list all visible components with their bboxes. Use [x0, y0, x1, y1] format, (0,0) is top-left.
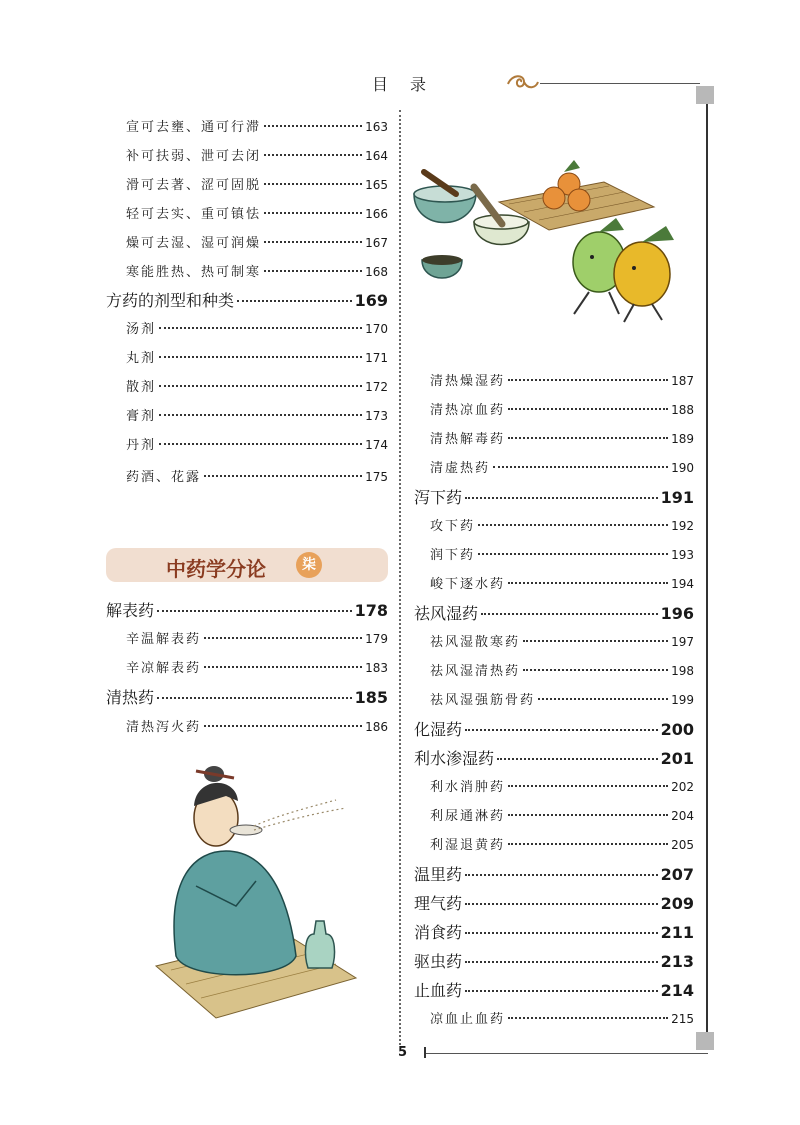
toc-section-entry[interactable]: [414, 891, 694, 914]
toc-entry-label: 温里药: [414, 865, 463, 884]
leader-dots: [465, 932, 658, 934]
toc-section-entry[interactable]: [414, 746, 694, 769]
toc-page-number: 192: [671, 519, 694, 533]
toc-page-number: 183: [365, 661, 388, 675]
leader-dots: [159, 385, 362, 387]
leader-dots: [264, 212, 362, 214]
toc-page-number: 196: [660, 604, 694, 623]
toc-entry-label: 祛风湿强筋骨药: [430, 693, 536, 708]
toc-entry[interactable]: [126, 145, 388, 164]
toc-entry-label: 清热药: [106, 688, 155, 707]
toc-entry[interactable]: [126, 174, 388, 193]
toc-page-number: 201: [660, 749, 694, 768]
toc-entry-label: 轻可去实、重可镇怯: [126, 207, 262, 222]
toc-entry-label: 祛风湿药: [414, 604, 479, 623]
toc-page-number: 213: [660, 952, 694, 971]
toc-entry-label: 膏剂: [126, 409, 157, 424]
leader-dots: [493, 466, 668, 468]
toc-page-number: 214: [660, 981, 694, 1000]
toc-page-number: 189: [671, 432, 694, 446]
toc-entry[interactable]: [126, 347, 388, 366]
corner-square-top: [696, 86, 714, 104]
toc-page-number: 164: [365, 149, 388, 163]
toc-page-number: 197: [671, 635, 694, 649]
toc-entry[interactable]: [126, 376, 388, 395]
toc-entry-label: 止血药: [414, 981, 463, 1000]
toc-entry-label: 凉血止血药: [430, 1012, 506, 1027]
toc-entry-label: 燥可去湿、湿可润燥: [126, 236, 262, 251]
leader-dots: [538, 698, 668, 700]
toc-page-number: 187: [671, 374, 694, 388]
toc-entry-label: 峻下逐水药: [430, 577, 506, 592]
toc-entry[interactable]: [430, 515, 694, 534]
toc-section-entry[interactable]: [414, 601, 694, 624]
toc-entry-label: 攻下药: [430, 519, 476, 534]
page-number: 5: [398, 1045, 408, 1060]
leader-dots: [465, 990, 658, 992]
toc-entry[interactable]: [430, 776, 694, 795]
toc-section-entry[interactable]: [414, 485, 694, 508]
toc-entry-label: 化湿药: [414, 720, 463, 739]
toc-section-entry[interactable]: [414, 949, 694, 972]
toc-entry-label: 利水消肿药: [430, 780, 506, 795]
toc-page-number: 193: [671, 548, 694, 562]
leader-dots: [264, 183, 362, 185]
toc-page-number: 165: [365, 178, 388, 192]
toc-section-entry[interactable]: [106, 288, 388, 311]
leader-dots: [264, 154, 362, 156]
right-margin-line: [706, 104, 708, 1032]
toc-entry-label: 利湿退黄药: [430, 838, 506, 853]
toc-entry[interactable]: [430, 631, 694, 650]
toc-page-number: 167: [365, 236, 388, 250]
leader-dots: [478, 524, 668, 526]
toc-page-number: 200: [660, 720, 694, 739]
leader-dots: [508, 379, 668, 381]
leader-dots: [237, 300, 352, 302]
toc-entry-label: 利尿通淋药: [430, 809, 506, 824]
toc-entry-label: 汤剂: [126, 322, 157, 337]
toc-section-entry[interactable]: [414, 717, 694, 740]
toc-entry[interactable]: [126, 318, 388, 337]
toc-entry[interactable]: [126, 657, 388, 676]
toc-entry[interactable]: [126, 232, 388, 251]
toc-entry[interactable]: [430, 544, 694, 563]
leader-dots: [204, 666, 362, 668]
toc-entry-label: 补可扶弱、泄可去闭: [126, 149, 262, 164]
toc-page-number: 175: [365, 470, 388, 484]
toc-page-number: 199: [671, 693, 694, 707]
toc-section-entry[interactable]: [106, 598, 388, 621]
toc-page-number: 209: [660, 894, 694, 913]
toc-entry[interactable]: [126, 628, 388, 647]
toc-entry[interactable]: [430, 370, 694, 389]
toc-entry[interactable]: [126, 203, 388, 222]
part-title: 中药学分论: [166, 557, 266, 581]
toc-entry-label: 丸剂: [126, 351, 157, 366]
leader-dots: [159, 414, 362, 416]
leader-dots: [497, 758, 658, 760]
toc-page-number: 215: [671, 1012, 694, 1026]
toc-entry-label: 利水渗湿药: [414, 749, 495, 768]
toc-entry-label: 方药的剂型和种类: [106, 291, 235, 310]
toc-page-number: 188: [671, 403, 694, 417]
toc-page-number: 173: [365, 409, 388, 423]
toc-page-number: 190: [671, 461, 694, 475]
toc-entry[interactable]: [430, 399, 694, 418]
toc-section-entry[interactable]: [414, 862, 694, 885]
leader-dots: [508, 843, 668, 845]
toc-entry-label: 润下药: [430, 548, 476, 563]
toc-entry-label: 清热燥湿药: [430, 374, 506, 389]
toc-entry[interactable]: [126, 116, 388, 135]
toc-entry[interactable]: [126, 434, 388, 453]
leader-dots: [159, 443, 362, 445]
leader-dots: [465, 903, 658, 905]
toc-entry[interactable]: [126, 716, 388, 735]
leader-dots: [157, 610, 352, 612]
leader-dots: [157, 697, 352, 699]
leader-dots: [204, 475, 362, 477]
toc-page-number: 179: [365, 632, 388, 646]
toc-entry-label: 辛凉解表药: [126, 661, 202, 676]
leader-dots: [508, 814, 668, 816]
toc-entry[interactable]: [430, 457, 694, 476]
toc-entry-label: 祛风湿散寒药: [430, 635, 521, 650]
leader-dots: [465, 961, 658, 963]
toc-page-number: 172: [365, 380, 388, 394]
toc-page-number: 171: [365, 351, 388, 365]
toc-page-number: 185: [354, 688, 388, 707]
toc-entry-label: 散剂: [126, 380, 157, 395]
scholar-drinking-illustration: [136, 756, 376, 1024]
toc-entry[interactable]: [126, 405, 388, 424]
toc-entry-label: 清虚热药: [430, 461, 491, 476]
toc-entry-label: 理气药: [414, 894, 463, 913]
toc-entry-label: 寒能胜热、热可制寒: [126, 265, 262, 280]
toc-page-number: 198: [671, 664, 694, 678]
toc-entry-label: 解表药: [106, 601, 155, 620]
toc-page-number: 202: [671, 780, 694, 794]
leader-dots: [523, 669, 668, 671]
toc-entry[interactable]: [430, 689, 694, 708]
toc-page-number: 163: [365, 120, 388, 134]
toc-entry[interactable]: [430, 1008, 694, 1027]
leader-dots: [508, 582, 668, 584]
toc-page-number: 170: [365, 322, 388, 336]
toc-entry[interactable]: [430, 805, 694, 824]
leader-dots: [159, 327, 362, 329]
toc-entry[interactable]: [430, 660, 694, 679]
toc-page-number: 211: [660, 923, 694, 942]
corner-square-bottom: [696, 1032, 714, 1050]
toc-page-number: 166: [365, 207, 388, 221]
toc-entry-label: 滑可去著、涩可固脱: [126, 178, 262, 193]
herbal-medicine-illustration: [404, 142, 694, 332]
toc-page-number: 186: [365, 720, 388, 734]
toc-page-number: 178: [354, 601, 388, 620]
toc-page-number: 174: [365, 438, 388, 452]
toc-page-number: 194: [671, 577, 694, 591]
toc-entry-label: 丹剂: [126, 438, 157, 453]
leader-dots: [204, 637, 362, 639]
leader-dots: [264, 241, 362, 243]
toc-entry[interactable]: [430, 834, 694, 853]
part-banner: [106, 548, 388, 582]
leader-dots: [508, 408, 668, 410]
column-divider: [399, 110, 401, 1045]
toc-page-number: 191: [660, 488, 694, 507]
leader-dots: [478, 553, 668, 555]
leader-dots: [508, 785, 668, 787]
toc-entry-label: 清热凉血药: [430, 403, 506, 418]
toc-entry-label: 消食药: [414, 923, 463, 942]
toc-entry[interactable]: [430, 428, 694, 447]
toc-entry[interactable]: [430, 573, 694, 592]
header-rule: [540, 83, 700, 84]
leader-dots: [465, 874, 658, 876]
toc-entry[interactable]: [126, 466, 388, 485]
page-header-title: 目录: [372, 75, 449, 94]
toc-entry-label: 清热泻火药: [126, 720, 202, 735]
toc-entry-label: 辛温解表药: [126, 632, 202, 647]
leader-dots: [465, 497, 658, 499]
toc-section-entry[interactable]: [414, 978, 694, 1001]
toc-entry-label: 泻下药: [414, 488, 463, 507]
footer-rule: [426, 1053, 708, 1054]
toc-page-number: 204: [671, 809, 694, 823]
toc-page-number: 205: [671, 838, 694, 852]
toc-entry[interactable]: [126, 261, 388, 280]
toc-page-number: 168: [365, 265, 388, 279]
toc-entry-label: 祛风湿清热药: [430, 664, 521, 679]
toc-entry-label: 宣可去壅、通可行滞: [126, 120, 262, 135]
leader-dots: [204, 725, 362, 727]
leader-dots: [508, 1017, 668, 1019]
toc-section-entry[interactable]: [414, 920, 694, 943]
leader-dots: [508, 437, 668, 439]
toc-entry-label: 药酒、花露: [126, 470, 202, 485]
toc-page-number: 207: [660, 865, 694, 884]
leader-dots: [159, 356, 362, 358]
part-number-badge: 柒: [296, 552, 322, 578]
toc-section-entry[interactable]: [106, 685, 388, 708]
leader-dots: [264, 270, 362, 272]
toc-entry-label: 驱虫药: [414, 952, 463, 971]
leader-dots: [264, 125, 362, 127]
toc-entry-label: 清热解毒药: [430, 432, 506, 447]
leader-dots: [481, 613, 658, 615]
toc-page-number: 169: [354, 291, 388, 310]
leader-dots: [523, 640, 668, 642]
swirl-ornament-icon: [506, 70, 540, 94]
leader-dots: [465, 729, 658, 731]
